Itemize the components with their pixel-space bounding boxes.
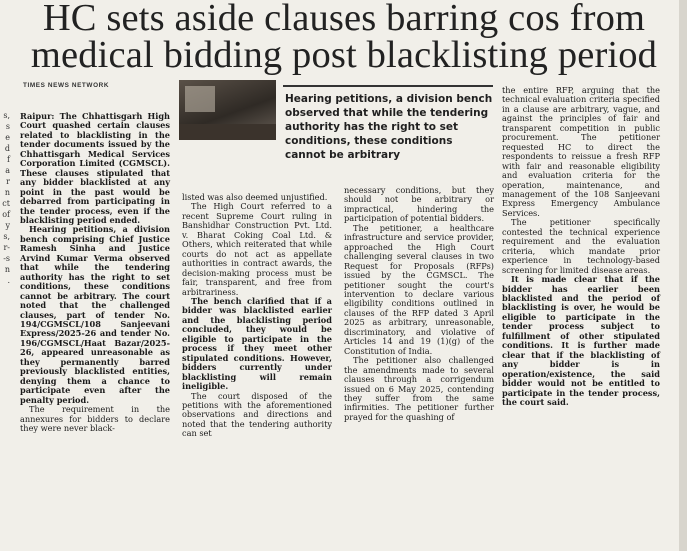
paragraph: The bench clarified that if a bidder was blacklisted earlier and the blacklisting period concluded, they would be eligible to participate in the process if they meet other stipulated conditions. However, bidders currently under blacklisting will remain ineligible. [182,295,332,392]
article-column-2 [182,193,332,439]
article-column-4 [502,86,660,407]
paragraph: The High Court referred to a recent Supreme Court ruling in Banshidhar Construction Pvt. Ltd. v. Bharat Coking Coal Ltd. & Others, which reiterated that while courts do not act as appellate authorities in contract awards, the decision-making process must be fair, transparent, and free from arbitrariness. [182,201,332,297]
margin-fragment: f [7,155,10,164]
article-column-1 [20,112,170,433]
paragraph-text: The Chhattisgarh High Court quashed certain clauses related to blacklisting in the tender documents issued by the Chhattisgarh Medical Services Corporation Limited (CGMSCL). These clauses stipulated that any bidder blacklisted at any point in the past would be debarred from participating in the tender process, even if the blacklisting period ended. [20,111,170,225]
photo-window-shape [185,86,215,112]
paragraph: necessary conditions, but they should not be arbitrary or impractical, hindering the participation of potential bidders. [344,185,494,224]
paragraph: The court disposed of the petitions with the aforementioned observations and directions and noted that the tendering authority can set [182,390,332,439]
article-column-3 [344,186,494,422]
paragraph: The petitioner also challenged the amendments made to several clauses through a corrigendum issued on 6 May 2025, contending they suffer from the same infirmities. The petitioner further prayed for the quashing of [344,355,494,422]
adjacent-column-fragments [0,110,12,551]
pullquote-rule [283,85,493,87]
page-edge [679,0,687,551]
margin-fragment: r- [3,243,10,252]
paragraph: The requirement in the annexures for bidders to declare they were never black- [20,404,170,433]
margin-fragment: n [4,188,10,197]
margin-fragment: s [5,122,10,131]
margin-fragment: y [5,221,10,230]
margin-fragment: -s [3,254,10,263]
margin-fragment: . [7,276,10,285]
margin-fragment: a [5,166,10,175]
margin-fragment: d [4,144,10,153]
margin-fragment: s, [3,232,10,241]
margin-fragment: n [4,265,10,274]
paragraph: Hearing petitions, a division bench comprising Chief Justice Ramesh Sinha and Justice Arvind Kumar Verma observed that while the tendering authority has the right to set conditions, these conditions cannot be arbitrary. The court noted that the challenged clauses, part of tender No. 194/CGMSCL/108 Sanjeevani Express/2025-26 and tender No. 196/CGMSCL/Haat Bazar/2025-26, appeared unreasonable as they permanently barred previously blacklisted entities, denying them a chance to participate even after the penalty period. [20,224,170,405]
news-photo [179,80,276,140]
paragraph: The petitioner, a healthcare infrastructure and service provider, approached the High Court challenging several clauses in two Request for Proposals (RFPs) issued by the CGMSCL. The petitioner sought the court's intervention to declare various eligibility conditions outlined in clauses of the RFP dated 3 April 2025 as arbitrary, unreasonable, discriminatory, and violative of Articles 14 and 19 (1)(g) of the Constitution of India. [344,222,494,356]
margin-fragment: e [5,133,10,142]
pullquote: Hearing petitions, a division bench observed that while the tendering authority has the right to set conditions, these conditions cannot be arbitrary [285,93,493,161]
byline: TIMES NEWS NETWORK [23,82,110,89]
paragraph: It is made clear that if the bidder has earlier been blacklisted and the period of blacklisting is over, he would be eligible to participate in the tender process subject to fulfillment of other stipulated conditions. It is further made clear that if the blacklisting of any bidder is in operation/existence, the said bidder would not be entitled to participate in the tender process, the court said. [502,274,660,407]
paragraph: listed was also deemed unjustified. [182,192,328,202]
paragraph [20,112,170,225]
headline-line-2: medical bidding post blacklisting period [30,34,658,76]
headline [4,0,684,74]
margin-fragment: s, [3,111,10,120]
photo-desk-shape [179,124,276,140]
margin-fragment: of [2,210,10,219]
margin-fragment: r [6,177,10,186]
paragraph: the entire RFP, arguing that the technical evaluation criteria specified in a clause are arbitrary, vague, and against the principles of fair and transparent competition in public procurement. The petitioner requested HC to direct the respondents to reissue a fresh RFP with fair and reasonable eligibility and evaluation criteria for the operation, maintenance, and management of the 108 Sanjeevani Express Emergency Ambulance Services. [502,85,660,218]
dateline: Raipur: [20,111,55,121]
headline-line-1: HC sets aside clauses barring cos from [42,0,646,39]
margin-fragment: ct [2,199,10,208]
paragraph: The petitioner specifically contested the technical experience requirement and the evaluation criteria, which mandate prior experience in technology-based screening for limited disease areas. [502,217,660,275]
